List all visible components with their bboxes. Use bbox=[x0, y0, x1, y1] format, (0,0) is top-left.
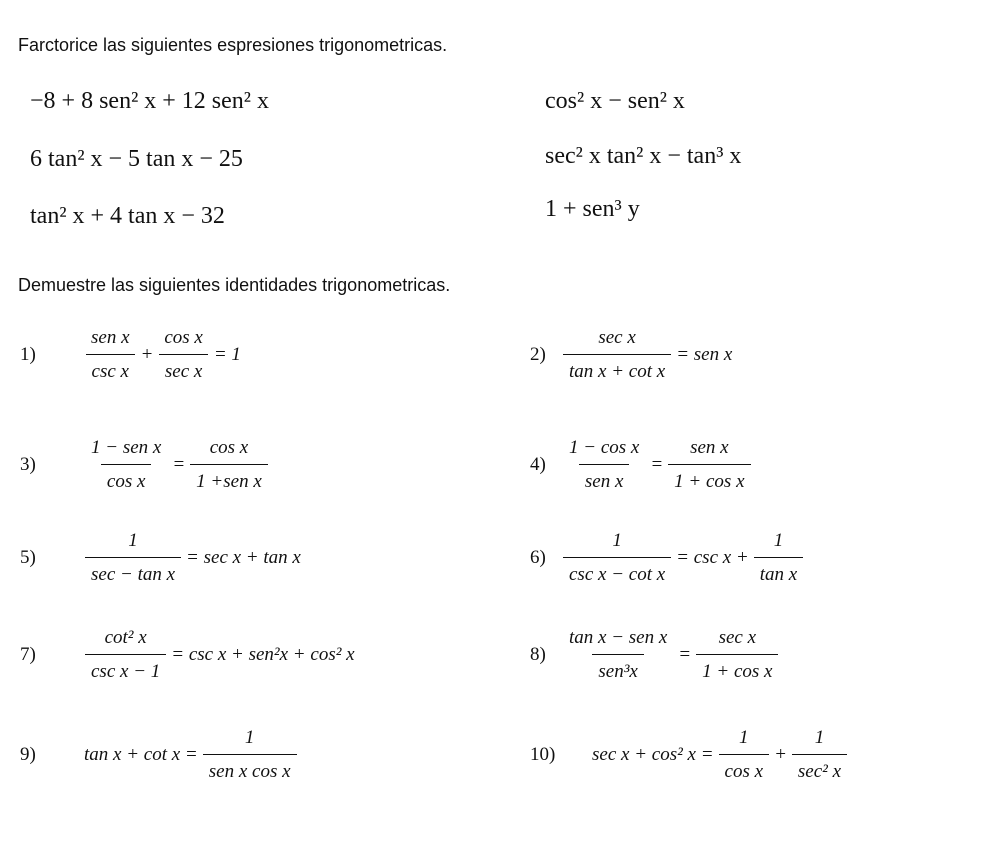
expression-text: = 1 bbox=[213, 344, 241, 365]
fraction bbox=[190, 437, 268, 493]
factor-heading: Farctorice las siguientes espresiones trigonometricas. bbox=[18, 35, 448, 55]
factor-expression: cos² x − sen² x bbox=[545, 88, 685, 114]
numerator: 1 bbox=[739, 727, 749, 748]
identity-expression bbox=[560, 437, 754, 493]
numerator: 1 bbox=[128, 530, 138, 551]
denominator: csc x − cot x bbox=[563, 557, 671, 586]
denominator: csc x − 1 bbox=[85, 654, 166, 683]
identity-number: 3) bbox=[20, 454, 36, 475]
identity-expression bbox=[82, 530, 303, 586]
identity-number: 10) bbox=[530, 744, 556, 765]
numerator: 1 bbox=[773, 530, 784, 551]
expression-text: = csc x + bbox=[676, 547, 749, 568]
identity-expression bbox=[560, 530, 806, 586]
fraction bbox=[85, 627, 166, 683]
fraction bbox=[563, 530, 671, 586]
identity-number: 8) bbox=[530, 644, 546, 665]
factor-expression: −8 + 8 sen² x + 12 sen² x bbox=[30, 88, 269, 114]
numerator: tan x − sen x bbox=[569, 627, 668, 648]
fraction bbox=[563, 437, 645, 493]
identities-heading: Demuestre las siguientes identidades trigonometricas. bbox=[18, 275, 451, 295]
denominator: 1 +sen x bbox=[190, 464, 268, 493]
numerator: sen x bbox=[91, 327, 130, 348]
factor-expression: 1 + sen³ y bbox=[545, 196, 640, 222]
numerator: sec x bbox=[718, 627, 757, 648]
expression-text: = sen x bbox=[676, 344, 733, 365]
numerator: sec x bbox=[598, 327, 636, 348]
identity-number: 2) bbox=[530, 344, 546, 365]
expression-text: sec x + cos² x = bbox=[592, 744, 714, 765]
denominator: cos x bbox=[101, 464, 152, 493]
identity-number: 5) bbox=[20, 547, 36, 568]
expression-text: = bbox=[172, 454, 186, 475]
identity-expression bbox=[590, 727, 850, 783]
expression-text: tan x + cot x = bbox=[84, 744, 198, 765]
identity-expression bbox=[82, 727, 300, 783]
denominator: 1 + cos x bbox=[696, 654, 778, 683]
identity-expression bbox=[82, 627, 357, 683]
numerator: 1 − cos x bbox=[569, 437, 640, 458]
expression-text: = bbox=[678, 644, 692, 665]
numerator: 1 bbox=[814, 727, 825, 748]
denominator: sen³x bbox=[592, 654, 643, 683]
expression-text: = bbox=[650, 454, 664, 475]
numerator: 1 − sen x bbox=[91, 437, 162, 458]
denominator: sen x bbox=[579, 464, 630, 493]
fraction bbox=[158, 327, 209, 383]
numerator: cot² x bbox=[104, 627, 147, 648]
expression-text: = csc x + sen²x + cos² x bbox=[171, 644, 355, 665]
fraction bbox=[85, 437, 167, 493]
identity-expression bbox=[560, 627, 781, 683]
identity-expression bbox=[560, 327, 734, 383]
denominator: sec − tan x bbox=[85, 557, 181, 586]
fraction bbox=[668, 437, 750, 493]
fraction bbox=[696, 627, 778, 683]
denominator: csc x bbox=[86, 354, 135, 383]
factor-expression: tan² x + 4 tan x − 32 bbox=[30, 203, 225, 229]
fraction bbox=[85, 327, 136, 383]
identity-number: 7) bbox=[20, 644, 36, 665]
fraction bbox=[563, 327, 671, 383]
numerator: cos x bbox=[209, 437, 249, 458]
fraction bbox=[754, 530, 803, 586]
denominator: sec x bbox=[159, 354, 208, 383]
numerator: 1 bbox=[244, 727, 255, 748]
fraction bbox=[85, 530, 181, 586]
factor-expression: sec² x tan² x − tan³ x bbox=[545, 143, 742, 169]
factor-expression: 6 tan² x − 5 tan x − 25 bbox=[30, 146, 243, 172]
fraction bbox=[719, 727, 770, 783]
identity-expression bbox=[82, 327, 243, 383]
fraction bbox=[563, 627, 673, 683]
denominator: tan x bbox=[754, 557, 803, 586]
expression-text: + bbox=[140, 344, 154, 365]
denominator: tan x + cot x bbox=[563, 354, 671, 383]
denominator: sen x cos x bbox=[203, 754, 297, 783]
denominator: 1 + cos x bbox=[668, 464, 750, 493]
fraction bbox=[203, 727, 297, 783]
fraction bbox=[792, 727, 847, 783]
identity-expression bbox=[82, 437, 271, 493]
denominator: sec² x bbox=[792, 754, 847, 783]
identity-number: 6) bbox=[530, 547, 546, 568]
denominator: cos x bbox=[719, 754, 770, 783]
numerator: cos x bbox=[164, 327, 203, 348]
identity-number: 1) bbox=[20, 344, 36, 365]
numerator: 1 bbox=[612, 530, 622, 551]
identity-number: 9) bbox=[20, 744, 36, 765]
identity-number: 4) bbox=[530, 454, 546, 475]
expression-text: + bbox=[774, 744, 787, 765]
expression-text: = sec x + tan x bbox=[186, 547, 301, 568]
numerator: sen x bbox=[690, 437, 729, 458]
